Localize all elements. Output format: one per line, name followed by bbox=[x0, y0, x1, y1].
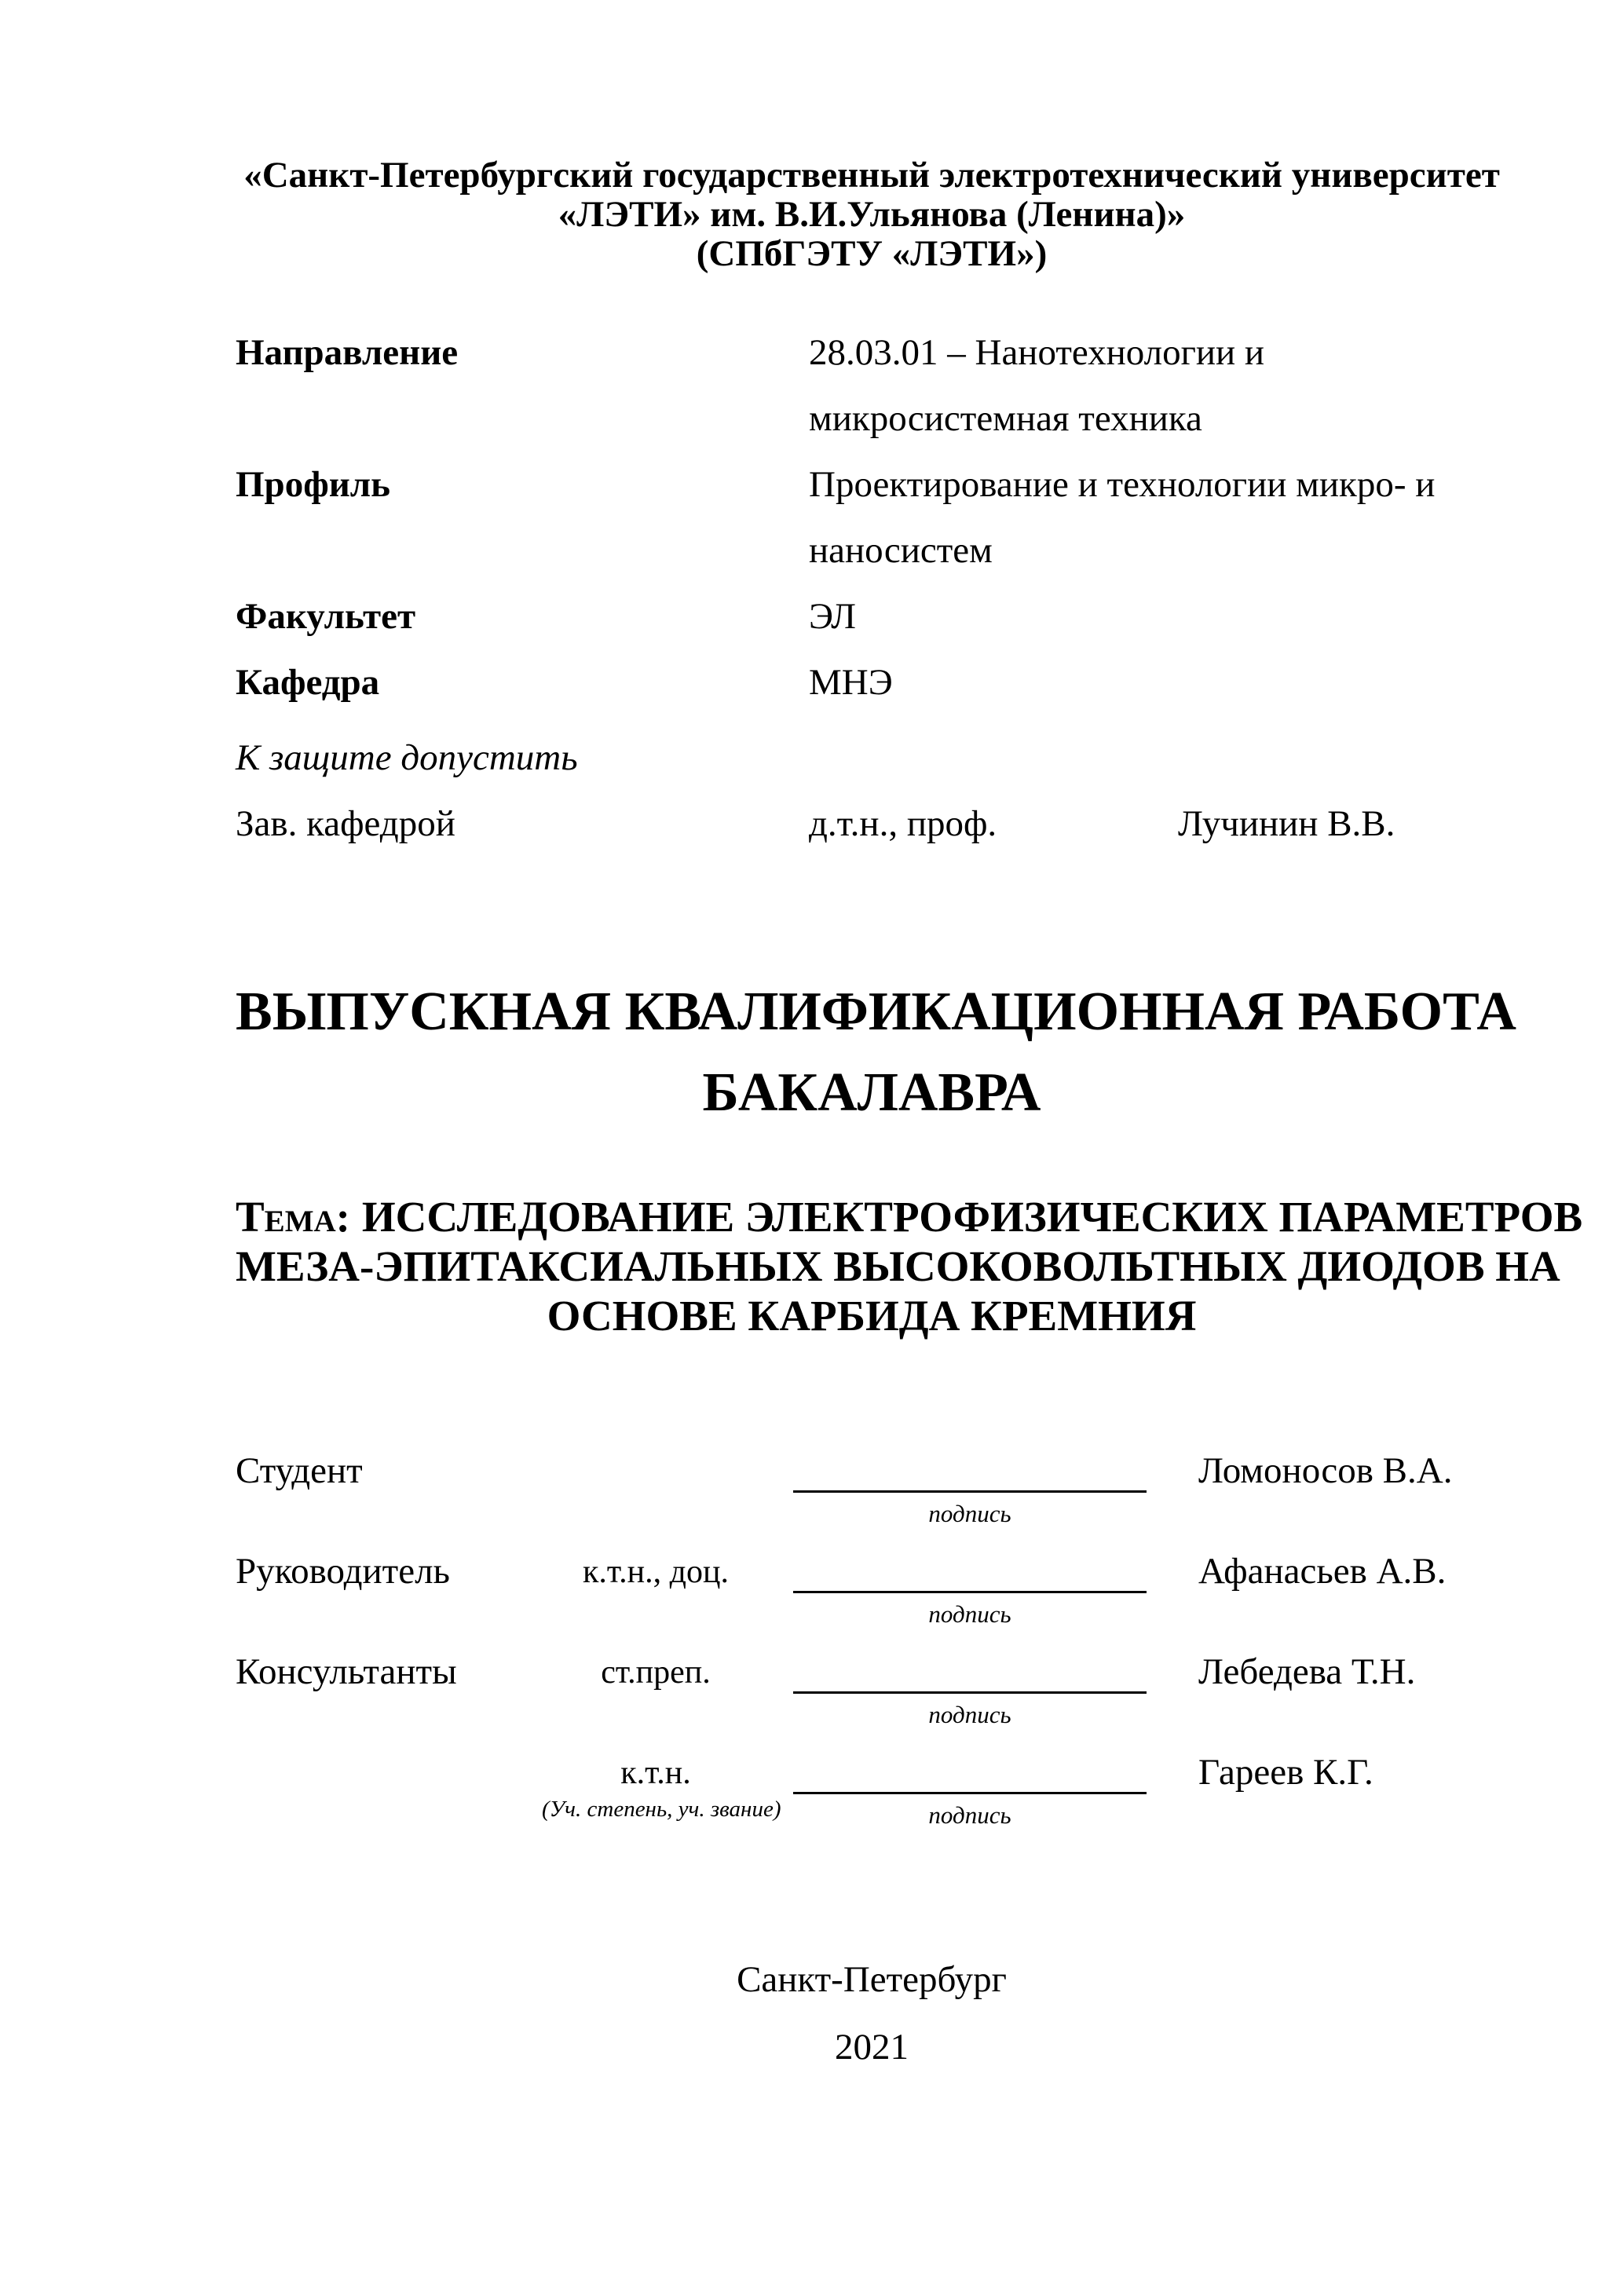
work-title-line-2: БАКАЛАВРА bbox=[702, 1062, 1041, 1123]
field-label-profile: Профиль bbox=[236, 464, 391, 505]
field-value-faculty bbox=[809, 583, 1508, 649]
signature-caption: подпись bbox=[928, 1801, 1011, 1829]
theme-line-3: ОСНОВЕ КАРБИДА КРЕМНИЯ bbox=[547, 1292, 1197, 1340]
field-value-line: МНЭ bbox=[809, 662, 893, 703]
field-value-line: микросистемная техника bbox=[809, 398, 1202, 439]
signature-degree bbox=[542, 1750, 781, 1851]
field-value-direction bbox=[809, 320, 1508, 452]
signature-caption: подпись bbox=[928, 1701, 1011, 1728]
university-header-line-1: «Санкт-Петербургский государственный электротехнический университет bbox=[243, 155, 1500, 196]
field-label-direction: Направление bbox=[236, 332, 459, 373]
signature-caption: подпись bbox=[928, 1500, 1011, 1527]
theme-line-1 bbox=[236, 1192, 1583, 1241]
signature-row-supervisor bbox=[236, 1549, 1508, 1650]
signature-row-consultant-2 bbox=[236, 1750, 1508, 1851]
university-header-line-3: (СПбГЭТУ «ЛЭТИ») bbox=[696, 233, 1048, 274]
footer bbox=[236, 1946, 1508, 2081]
theme-line-2: МЕЗА-ЭПИТАКСИАЛЬНЫХ ВЫСОКОВОЛЬТНЫХ ДИОДОВ НА bbox=[236, 1242, 1560, 1290]
head-degree: д.т.н., проф. bbox=[809, 803, 997, 844]
theme-statement bbox=[236, 1192, 1583, 1340]
head-of-department-row bbox=[236, 791, 1508, 857]
signature-role: Руководитель bbox=[236, 1551, 450, 1592]
signature-line-cell bbox=[770, 1750, 1154, 1851]
signature-line-cell bbox=[770, 1549, 1154, 1650]
field-value-profile bbox=[809, 452, 1508, 583]
info-fields bbox=[236, 320, 1508, 715]
field-value-department bbox=[809, 649, 1508, 715]
work-title-line-1: ВЫПУСКНАЯ КВАЛИФИКАЦИОННАЯ РАБОТА bbox=[236, 982, 1516, 1042]
head-name: Лучинин В.В. bbox=[1178, 803, 1395, 844]
field-row-department bbox=[236, 649, 1508, 715]
university-header bbox=[236, 155, 1508, 273]
signature-degree: ст.преп. bbox=[601, 1654, 711, 1691]
signature-role bbox=[236, 1750, 542, 1851]
signature-line bbox=[793, 1549, 1147, 1593]
signature-row-student bbox=[236, 1449, 1508, 1549]
signature-line-cell bbox=[770, 1650, 1154, 1750]
signature-name: Гареев К.Г. bbox=[1198, 1752, 1373, 1793]
field-row-profile bbox=[236, 452, 1508, 583]
theme-line-1-text: ИССЛЕДОВАНИЕ ЭЛЕКТРОФИЗИЧЕСКИХ ПАРАМЕТРОВ bbox=[361, 1193, 1583, 1241]
footer-city: Санкт-Петербург bbox=[737, 1959, 1007, 2000]
field-row-faculty bbox=[236, 583, 1508, 649]
work-title bbox=[236, 971, 1516, 1133]
theme-prefix: Тема: bbox=[236, 1193, 350, 1241]
signature-name: Афанасьев А.В. bbox=[1198, 1551, 1447, 1592]
admit-to-defense-note: К защите допустить bbox=[236, 737, 578, 778]
approval-section bbox=[236, 725, 1508, 857]
signature-degree bbox=[542, 1449, 770, 1549]
field-value-line: ЭЛ bbox=[809, 596, 856, 637]
field-value-line: 28.03.01 – Нанотехнологии и bbox=[809, 332, 1265, 373]
signature-caption: подпись bbox=[928, 1600, 1011, 1628]
signature-name: Ломоносов В.А. bbox=[1198, 1450, 1453, 1491]
signature-row-consultant-1 bbox=[236, 1650, 1508, 1750]
signatures-section bbox=[236, 1449, 1508, 1851]
signature-degree: к.т.н., доц. bbox=[583, 1554, 729, 1590]
signature-degree-note: (Уч. степень, уч. звание) bbox=[542, 1797, 781, 1823]
signature-line-cell bbox=[770, 1449, 1154, 1549]
field-row-direction bbox=[236, 320, 1508, 452]
university-header-line-2: «ЛЭТИ» им. В.И.Ульянова (Ленина)» bbox=[558, 194, 1186, 235]
signature-line bbox=[793, 1650, 1147, 1694]
field-label-department: Кафедра bbox=[236, 662, 380, 703]
signature-role: Студент bbox=[236, 1450, 363, 1491]
signature-role: Консультанты bbox=[236, 1651, 457, 1692]
field-value-line: Проектирование и технологии микро- и bbox=[809, 464, 1436, 505]
field-label-faculty: Факультет bbox=[236, 596, 416, 637]
footer-year: 2021 bbox=[835, 2027, 909, 2067]
signature-degree-main: к.т.н. bbox=[620, 1755, 691, 1791]
signature-name: Лебедева Т.Н. bbox=[1198, 1651, 1416, 1692]
head-role: Зав. кафедрой bbox=[236, 803, 455, 844]
field-value-line: наносистем bbox=[809, 530, 993, 571]
signature-line bbox=[793, 1449, 1147, 1493]
signature-line bbox=[793, 1750, 1147, 1794]
